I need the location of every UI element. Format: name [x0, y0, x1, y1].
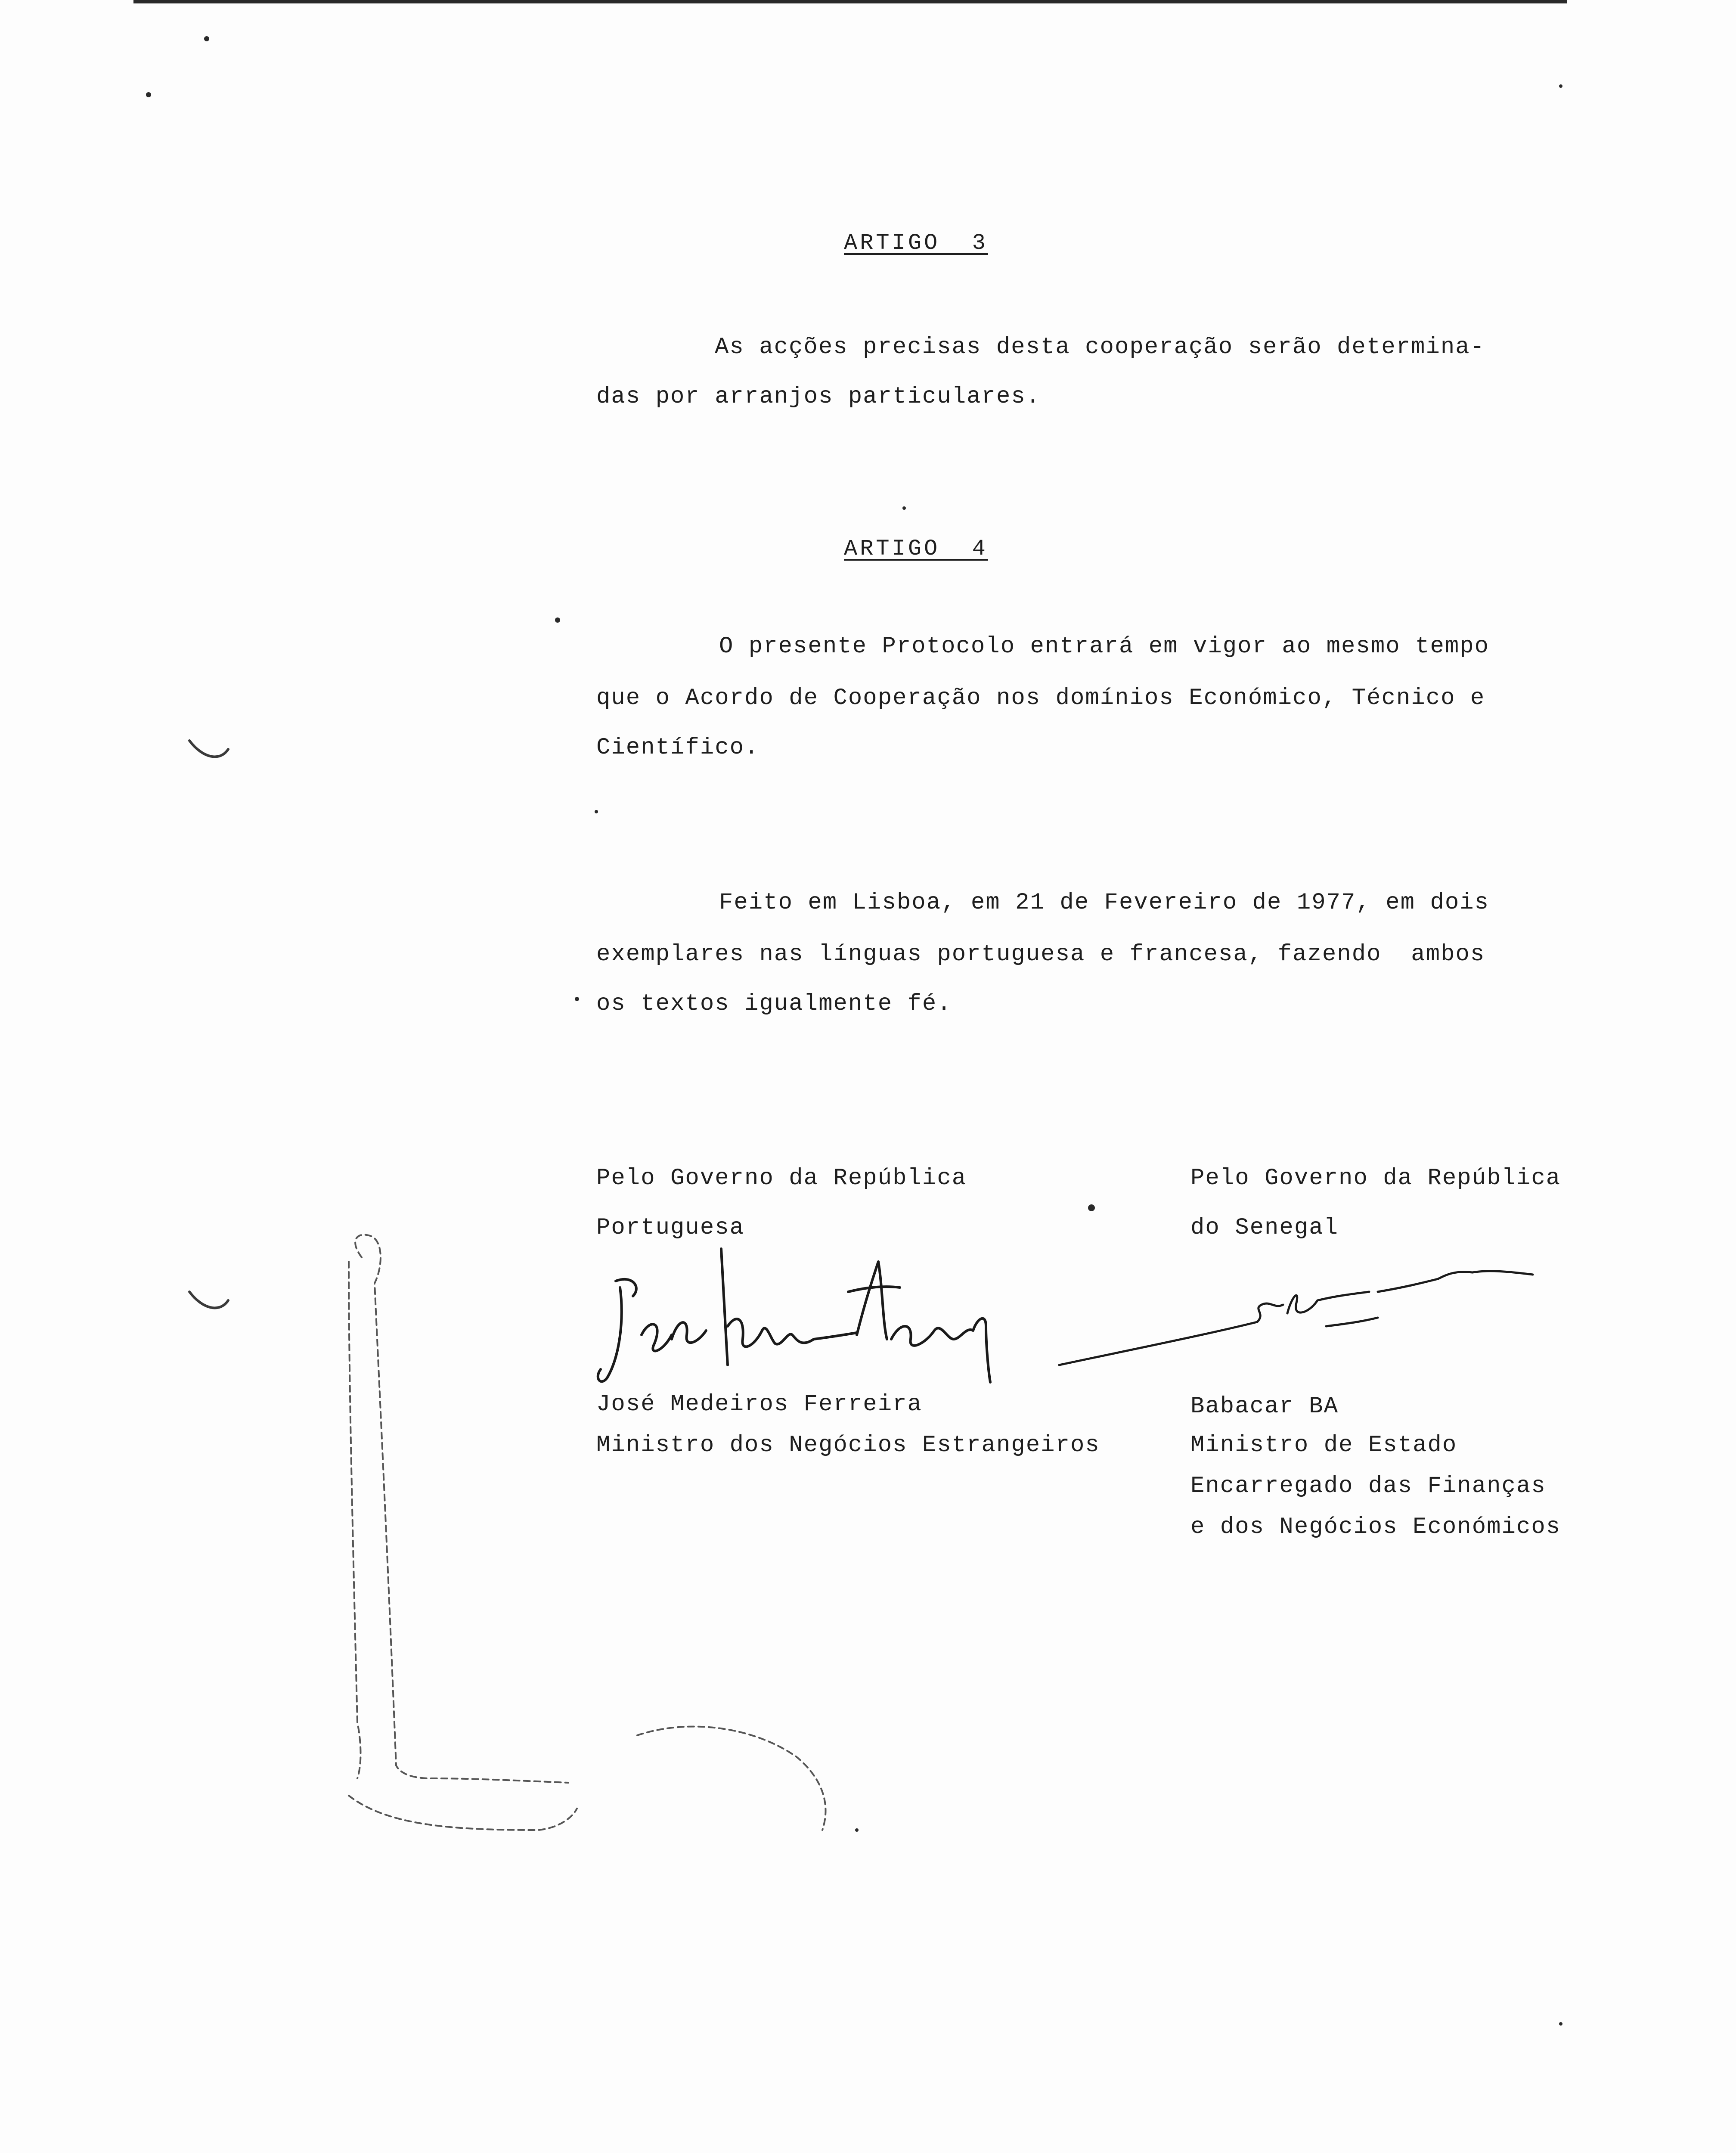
right-handwritten-signature — [1059, 1271, 1533, 1365]
right-signatory-title-2: Encarregado das Finanças — [1190, 1473, 1546, 1499]
article-4-heading: ARTIGO 4 — [844, 536, 988, 562]
right-signatory-name: Babacar BA — [1190, 1393, 1339, 1420]
right-signatory-header-2: do Senegal — [1190, 1215, 1339, 1241]
left-signatory-title-1: Ministro dos Negócios Estrangeiros — [596, 1432, 1100, 1458]
closing-line-2: exemplares nas línguas portuguesa e francesa, fazendo ambos — [596, 941, 1485, 968]
article-4-line-3: Científico. — [596, 735, 760, 761]
right-signatory-title-3: e dos Negócios Económicos — [1190, 1514, 1561, 1540]
article-4-line-2: que o Acordo de Cooperação nos domínios Económico, Técnico e — [596, 685, 1485, 711]
faint-stamp-outline — [349, 1235, 826, 1830]
article-4-line-1: O presente Protocolo entrará em vigor ao mesmo tempo — [719, 633, 1490, 660]
article-3-line-1: As acções precisas desta cooperação serão determina- — [715, 334, 1485, 360]
left-signatory-header-1: Pelo Governo da República — [596, 1165, 967, 1191]
closing-line-3: os textos igualmente fé. — [596, 991, 952, 1017]
right-signatory-title-1: Ministro de Estado — [1190, 1432, 1457, 1458]
left-handwritten-signature — [598, 1249, 990, 1382]
article-3-heading: ARTIGO 3 — [844, 230, 988, 256]
right-signatory-header-1: Pelo Governo da República — [1190, 1165, 1561, 1191]
binding-marks — [189, 741, 228, 1308]
left-signatory-header-2: Portuguesa — [596, 1215, 745, 1241]
closing-line-1: Feito em Lisboa, em 21 de Fevereiro de 1977, em dois — [719, 890, 1490, 916]
article-3-line-2: das por arranjos particulares. — [596, 384, 1041, 410]
left-signatory-name: José Medeiros Ferreira — [596, 1391, 922, 1418]
